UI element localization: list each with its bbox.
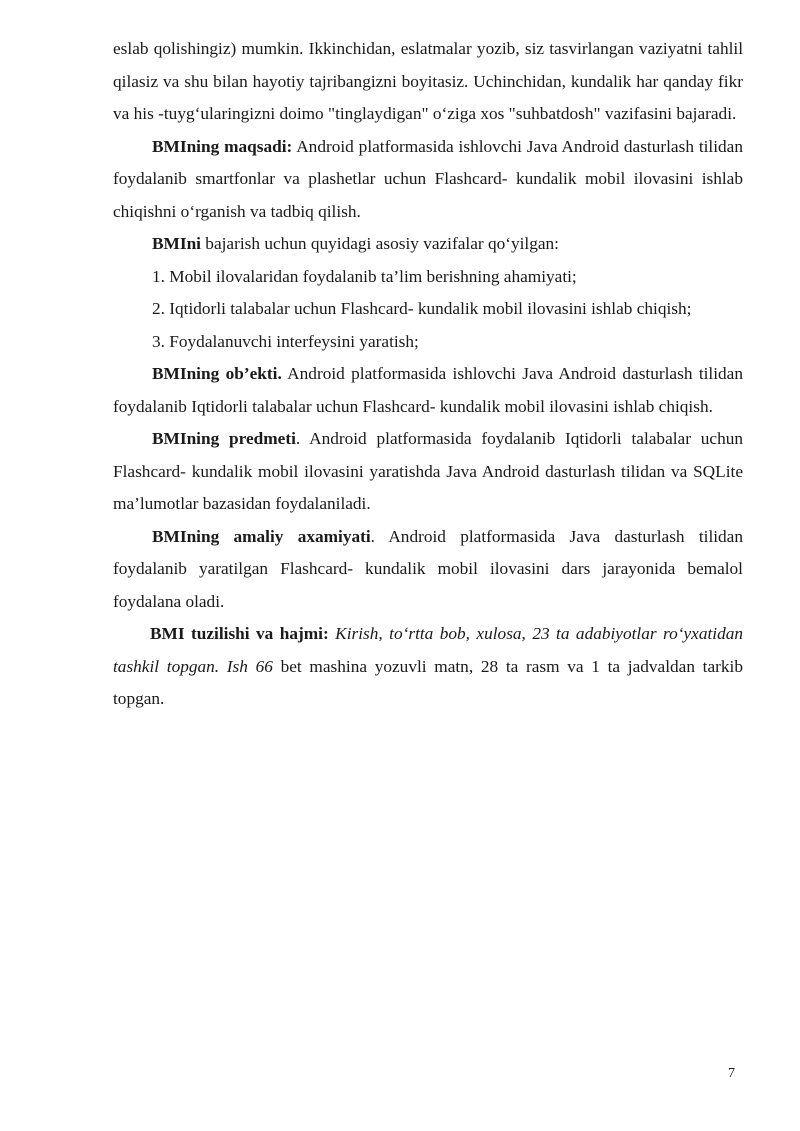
practical-value-text: . Android platformasida Java dasturlash tilidan foydalanib yaratilgan Flashcard- kundalik mobil ilovasini dars jarayonida bemalol foydalana oladi.	[113, 526, 743, 611]
goal-paragraph	[113, 131, 743, 229]
object-label: BMIning ob’ekti.	[152, 364, 282, 383]
task-item-1: 1. Mobil ilovalaridan foydalanib ta’lim berishning ahamiyati;	[152, 266, 577, 286]
object-text: Android platformasida ishlovchi Java Android dasturlash tilidan foydalanib Iqtidorli talabalar uchun Flashcard- kundalik mobil ilovasini ishlab chiqish.	[113, 364, 743, 416]
goal-label: BMIning maqsadi:	[152, 136, 293, 156]
intro-paragraph: eslab qolishingiz) mumkin. Ikkinchidan, eslatmalar yozib, siz tasvirlangan vaziyatni tahlil qilasiz va shu bilan hayotiy tajribangizni boyitasiz. Uchinchidan, kundalik har qanday fikr va his -tuyg‘ularingizni doimo "tinglaydigan" o‘ziga xos "suhbatdosh" vazifasini bajaradi.	[113, 39, 743, 123]
goal-text: Android platformasida ishlovchi Java Android dasturlash tilidan foydalanib smartfonlar va plashetlar uchun Flashcard- kundalik mobil ilovasini ishlab chiqishni o‘rganish va tadbiq qilish.	[113, 136, 743, 221]
tasks-intro-label: BMIni	[152, 234, 201, 253]
page-number: 7	[728, 1066, 735, 1081]
subject-paragraph	[113, 423, 743, 521]
subject-text: . Android platformasida foydalanib Iqtidorli talabalar uchun Flashcard- kundalik mobil ilovasini yaratishda Java Android dasturlash tilidan va SQLite ma’lumotlar bazasidan foydalaniladi.	[113, 429, 744, 513]
practical-value-label: BMIning amaliy axamiyati	[152, 526, 371, 546]
structure-label: BMI tuzilishi va hajmi:	[150, 624, 329, 643]
tasks-intro-paragraph	[113, 228, 743, 261]
structure-paragraph	[113, 618, 743, 716]
subject-label: BMIning predmeti	[152, 429, 296, 448]
object-paragraph	[113, 358, 743, 423]
structure-italic-text: Kirish, to‘rtta bob, xulosa, 23 ta adabiyotlar ro‘yxatidan tashkil topgan. Ish 66	[113, 624, 743, 676]
tasks-intro-text: bajarish uchun quyidagi asosiy vazifalar qo‘yilgan:	[200, 234, 559, 253]
structure-text: bet mashina yozuvli matn, 28 ta rasm va 1 ta jadvaldan tarkib topgan.	[113, 656, 743, 708]
task-item-3: 3. Foydalanuvchi interfeysini yaratish;	[152, 331, 419, 351]
document-page	[113, 33, 743, 716]
task-item-2: 2. Iqtidorli talabalar uchun Flashcard- kundalik mobil ilovasini ishlab chiqish;	[152, 299, 692, 318]
practical-value-paragraph	[113, 521, 743, 619]
